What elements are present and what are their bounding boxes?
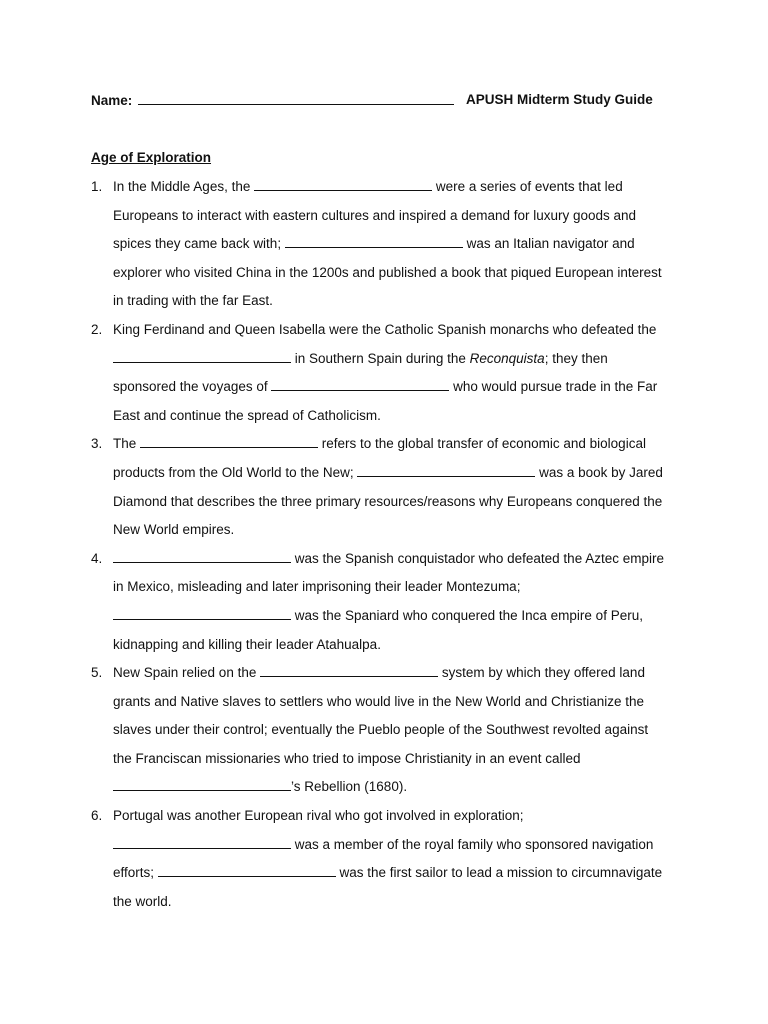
text-segment: was a book by Jared <box>535 464 663 480</box>
answer-blank[interactable] <box>113 350 291 363</box>
answer-blank[interactable] <box>357 464 535 477</box>
question-text <box>113 802 691 916</box>
question-line <box>113 402 691 431</box>
text-segment: were a series of events that led <box>432 179 623 194</box>
text-segment: efforts; <box>113 865 158 881</box>
text-segment: products from the Old World to the New; <box>113 464 358 480</box>
question-text <box>113 430 691 544</box>
answer-blank[interactable] <box>158 864 336 877</box>
question-list <box>91 173 691 916</box>
question-line <box>113 602 691 631</box>
text-segment: ; they then <box>544 350 608 366</box>
text-segment: was the Spanish conquistador who defeated the Aztec empire <box>291 550 664 566</box>
question-number: 5. <box>91 665 103 681</box>
text-segment: Portugal was another European rival who got involved in exploration; <box>113 808 524 824</box>
question-line <box>113 430 691 459</box>
text-segment: refers to the global transfer of economic and biological <box>318 436 646 452</box>
question-line <box>113 459 691 488</box>
text-segment: the world. <box>113 893 172 909</box>
answer-blank[interactable] <box>271 378 449 391</box>
text-segment: was an Italian navigator and <box>462 236 635 252</box>
question-line <box>113 173 691 202</box>
question-line <box>113 659 691 688</box>
text-segment: in Southern Spain during the <box>291 350 470 366</box>
answer-blank[interactable] <box>254 178 432 191</box>
answer-blank[interactable] <box>285 235 463 248</box>
question-line <box>113 688 691 717</box>
text-segment: The <box>113 436 141 452</box>
section-title: Age of Exploration <box>91 150 212 165</box>
question-line <box>113 488 691 517</box>
document-header <box>91 92 691 108</box>
question-line <box>113 345 691 374</box>
question-line <box>113 316 691 345</box>
text-segment: was the Spaniard who conquered the Inca empire of Peru, <box>291 607 643 623</box>
text-segment: spices they came back with; <box>113 236 285 252</box>
answer-blank[interactable] <box>113 778 291 791</box>
text-segment: explorer who visited China in the 1200s and published a book that piqued European interest <box>113 264 662 280</box>
text-segment: King Ferdinand and Queen Isabella were the Catholic Spanish monarchs who defeated the <box>113 321 657 337</box>
text-segment: ’s Rebellion (1680). <box>291 779 408 795</box>
question-line <box>113 373 691 402</box>
question-text <box>113 173 691 316</box>
question-line <box>113 859 691 888</box>
question-number: 3. <box>91 436 103 452</box>
question-line <box>113 545 691 574</box>
question-line <box>113 802 691 831</box>
question-item <box>91 316 691 430</box>
question-line <box>113 716 691 745</box>
name-label: Name: <box>91 93 133 108</box>
question-number: 1. <box>91 179 103 194</box>
question-line <box>113 516 691 545</box>
text-segment: Diamond that describes the three primary resources/reasons why Europeans conquered the <box>113 493 663 509</box>
text-segment: who would pursue trade in the Far <box>449 379 658 395</box>
answer-blank[interactable] <box>113 550 291 563</box>
text-segment: Europeans to interact with eastern cultures and inspired a demand for luxury goods and <box>113 207 637 223</box>
question-item <box>91 545 691 659</box>
answer-blank[interactable] <box>113 607 291 620</box>
question-number: 6. <box>91 808 103 824</box>
question-item <box>91 173 691 316</box>
question-line <box>113 888 691 917</box>
question-item <box>91 659 691 802</box>
text-segment: East and continue the spread of Catholicism. <box>113 407 381 423</box>
text-segment: grants and Native slaves to settlers who would live in the New World and Christianize the <box>113 693 645 709</box>
text-segment: sponsored the voyages of <box>113 379 272 395</box>
document-title: APUSH Midterm Study Guide <box>466 92 653 107</box>
text-segment: kidnapping and killing their leader Atahualpa. <box>113 636 381 652</box>
question-line <box>113 573 691 602</box>
text-segment: was a member of the royal family who sponsored navigation <box>291 836 654 852</box>
question-text <box>113 659 691 802</box>
text-segment: system by which they offered land <box>438 665 645 681</box>
answer-blank[interactable] <box>113 836 291 849</box>
name-blank[interactable] <box>138 92 454 105</box>
text-segment: was the first sailor to lead a mission to circumnavigate <box>335 865 663 881</box>
question-text <box>113 316 691 430</box>
answer-blank[interactable] <box>140 435 318 448</box>
text-segment: slaves under their control; eventually the Pueblo people of the Southwest revolted against <box>113 722 649 738</box>
question-line <box>113 202 691 231</box>
question-item <box>91 430 691 544</box>
question-item <box>91 802 691 916</box>
text-segment: New Spain relied on the <box>113 665 261 681</box>
question-line <box>113 259 691 288</box>
question-number: 4. <box>91 550 103 566</box>
question-line <box>113 831 691 860</box>
text-segment: in trading with the far East. <box>113 293 273 309</box>
question-line <box>113 631 691 660</box>
text-segment: In the Middle Ages, the <box>113 179 255 194</box>
italic-term: Reconquista <box>469 350 545 366</box>
question-text <box>113 545 691 659</box>
text-segment: in Mexico, misleading and later imprisoning their leader Montezuma; <box>113 579 521 595</box>
text-segment: the Franciscan missionaries who tried to impose Christianity in an event called <box>113 750 581 766</box>
question-line <box>113 287 691 316</box>
text-segment: New World empires. <box>113 522 235 538</box>
answer-blank[interactable] <box>260 664 438 677</box>
question-line <box>113 773 691 802</box>
question-line <box>113 230 691 259</box>
question-line <box>113 745 691 774</box>
question-number: 2. <box>91 321 103 337</box>
